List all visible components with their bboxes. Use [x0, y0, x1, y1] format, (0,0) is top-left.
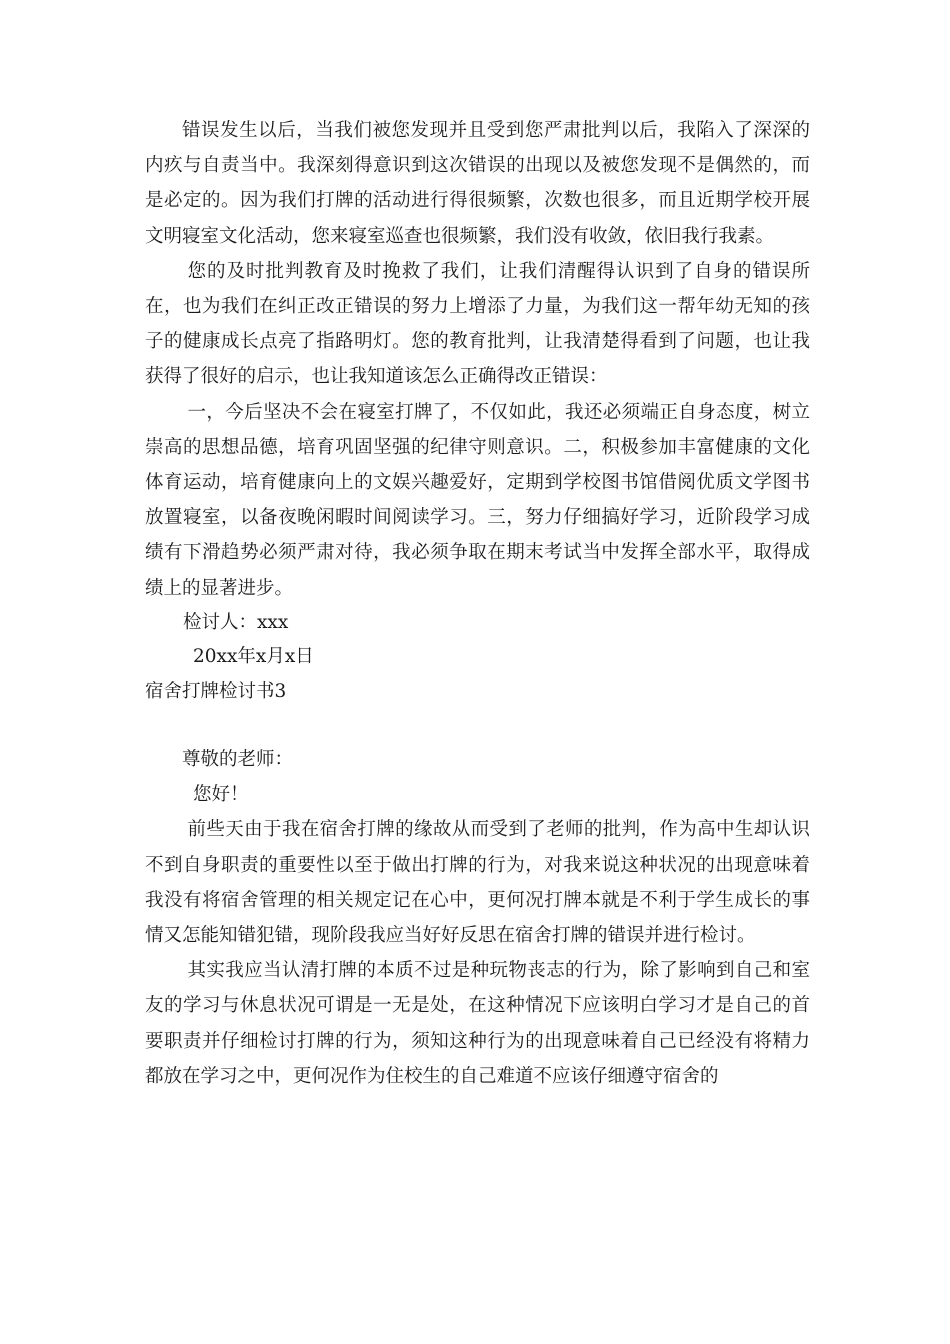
paragraph-thanks-teacher: 您的及时批判教育及时挽救了我们，让我们清醒得认识到了自身的错误所在，也为我们在纠正改正错误的努力上增添了力量，为我们这一帮年幼无知的孩子的健康成长点亮了指路明灯。您的教育批判，让我清楚得看到了问题，也让我获得了很好的启示，也让我知道该怎么正确得改正错误：: [145, 260, 810, 388]
salutation-line: 尊敬的老师：: [182, 749, 294, 771]
blank-line: [145, 709, 810, 743]
paragraph-error-reflection: 错误发生以后，当我们被您发现并且受到您严肃批判以后，我陷入了深深的内疚与自责当中。我深刻得意识到这次错误的出现以及被您发现不是偶然的，而是必定的。因为我们打牌的活动进行得很频繁，次数也很多，而且近期学校开展文明寝室文化活动，您来寝室巡查也很频繁，我们没有收敛，依旧我行我素。: [145, 120, 810, 247]
date-line: 20xx年x月x日: [193, 646, 314, 668]
document-body: [145, 113, 810, 1094]
greeting-line: 您好！: [193, 783, 249, 805]
paragraph-self-reflection: 其实我应当认清打牌的本质不过是种玩物丧志的行为，除了影响到自己和室友的学习与休息状况可谓是一无是处，在这种情况下应该明白学习才是自己的首要职责并仔细检讨打牌的行为，须知这种行为的出现意味着自己已经没有将精力都放在学习之中，更何况作为住校生的自己难道不应该仔细遵守宿舍的: [145, 960, 810, 1087]
paragraph-correction-plan: 一，今后坚决不会在寝室打牌了，不仅如此，我还必须端正自身态度，树立崇高的思想品德，培育巩固坚强的纪律守则意识。二，积极参加丰富健康的文化体育运动，培育健康向上的文娱兴趣爱好，定期到学校图书馆借阅优质文学图书放置寝室，以备夜晚闲暇时间阅读学习。三，努力仔细搞好学习，近阶段学习成绩有下滑趋势必须严肃对待，我必须争取在期末考试当中发挥全部水平，取得成绩上的显著进步。: [145, 401, 810, 599]
section-title: 宿舍打牌检讨书3: [145, 680, 287, 702]
paragraph-incident: 前些天由于我在宿舍打牌的缘故从而受到了老师的批判，作为高中生却认识不到自身职责的重要性以至于做出打牌的行为，对我来说这种状况的出现意味着我没有将宿舍管理的相关规定记在心中，更何况打牌本就是不利于学生成长的事情又怎能知错犯错，现阶段我应当好好反思在宿舍打牌的错误并进行检讨。: [145, 819, 810, 946]
signer-line: 检讨人：xxx: [183, 611, 289, 633]
